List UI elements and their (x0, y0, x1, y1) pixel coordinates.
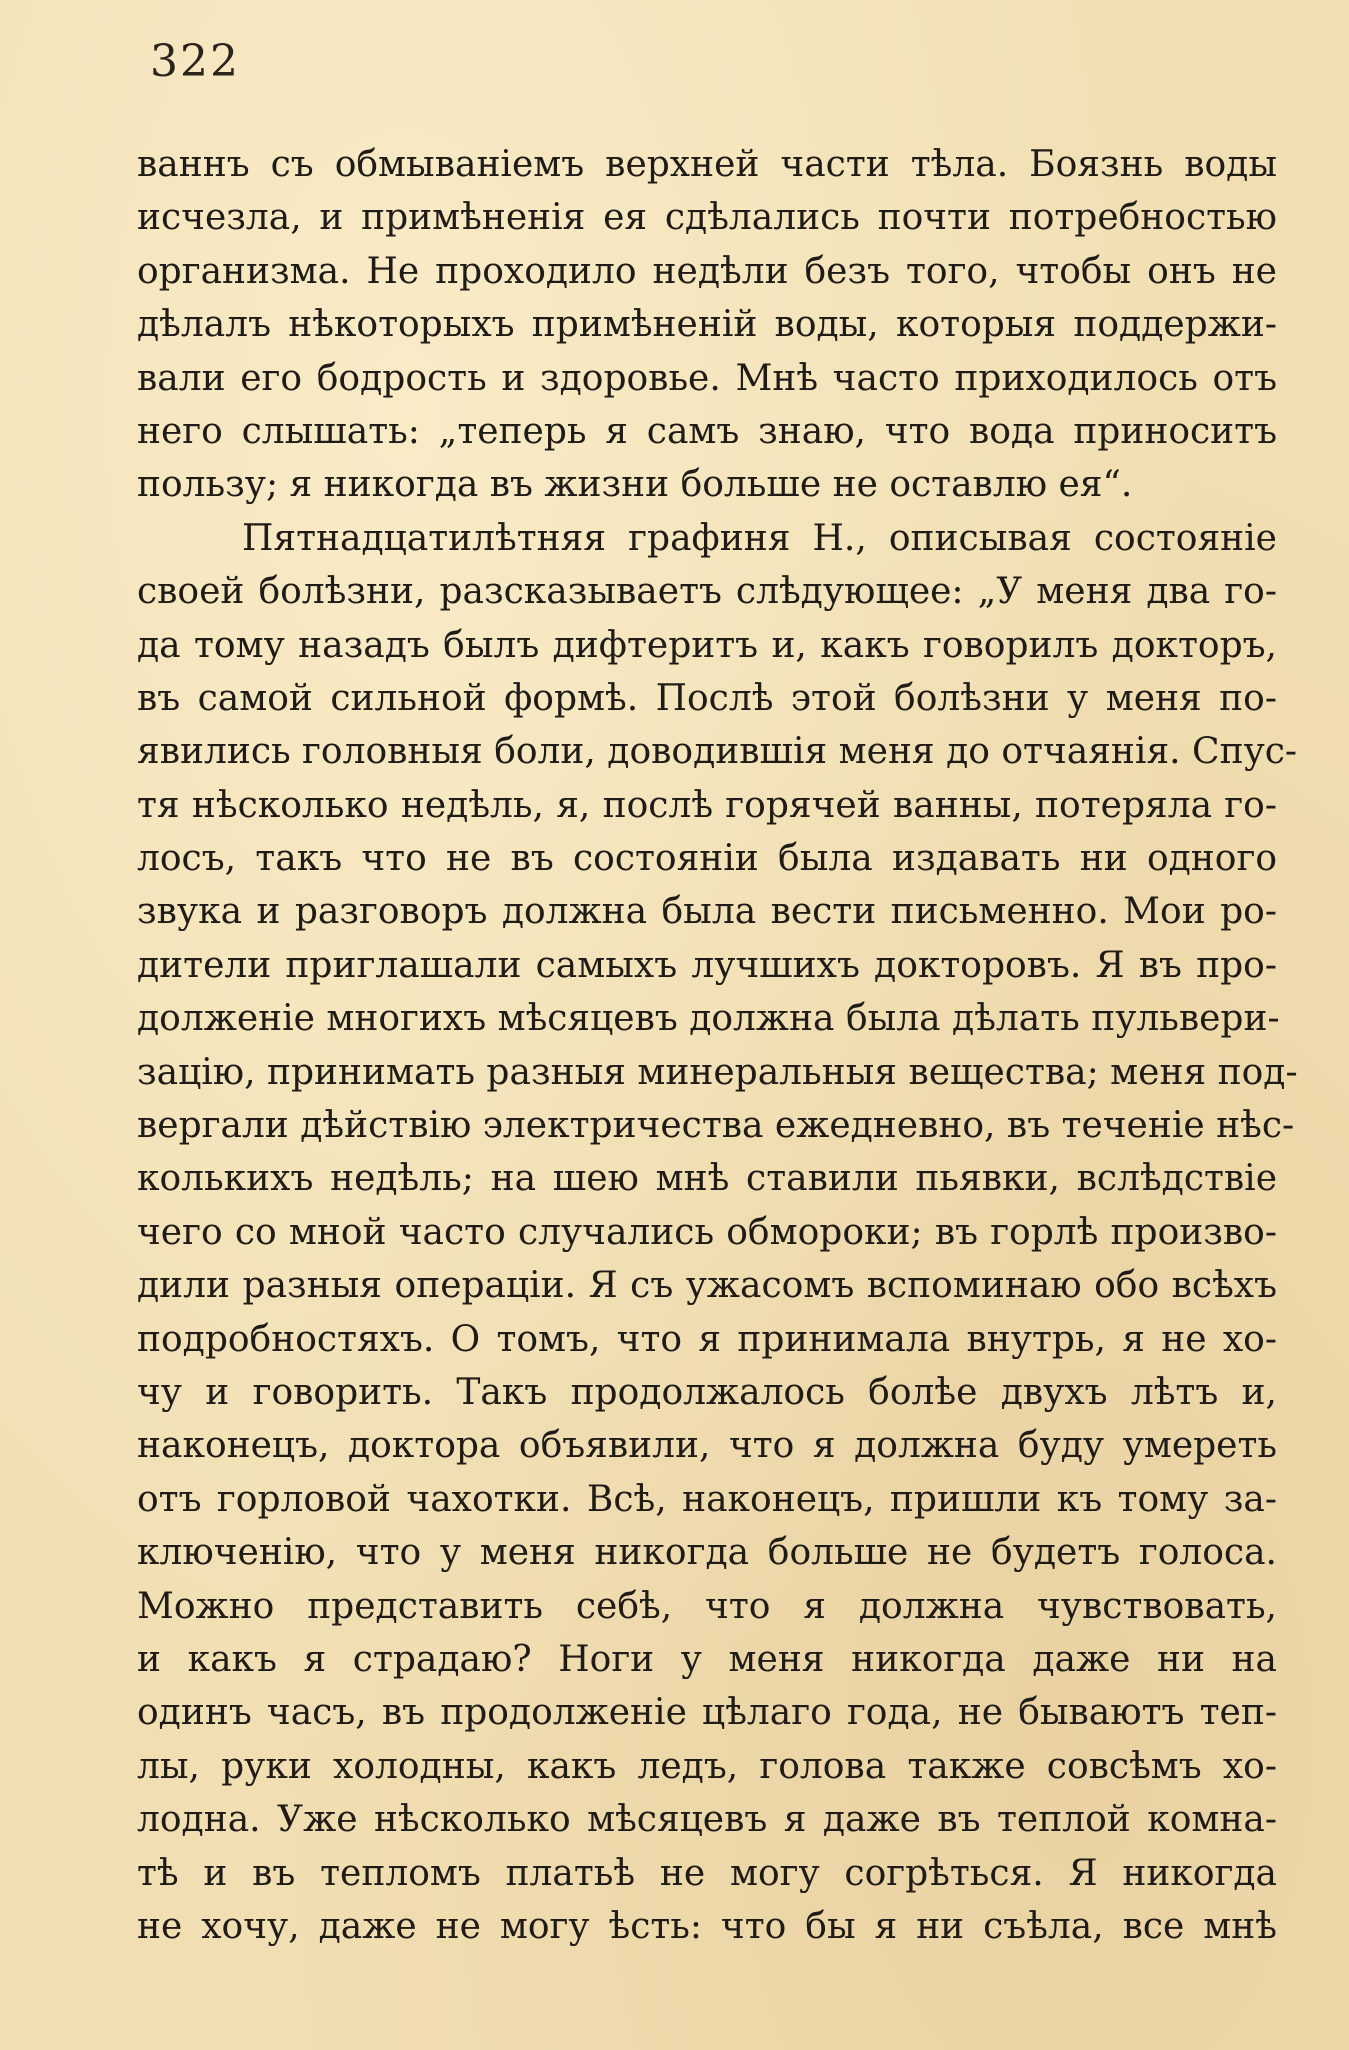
body-text (137, 138, 1298, 1953)
text-line: чу и говорить. Такъ продолжалось болѣе двухъ лѣтъ и, (137, 1371, 1277, 1413)
text-line: отъ горловой чахотки. Всѣ, наконецъ, пришли къ тому за- (137, 1478, 1277, 1520)
text-line: колькихъ недѣль; на шею мнѣ ставили пьявки, вслѣдствіе (137, 1158, 1277, 1200)
text-line: исчезла, и примѣненія ея сдѣлались почти потребностью (137, 197, 1277, 239)
text-line: явились головныя боли, доводившія меня до отчаянія. Спус- (137, 731, 1298, 773)
text-line: лодна. Уже нѣсколько мѣсяцевъ я даже въ теплой комна- (137, 1799, 1277, 1841)
text-line: вергали дѣйствію электричества ежедневно, въ теченіе нѣс- (137, 1105, 1295, 1147)
text-line: организма. Не проходило недѣли безъ того, чтобы онъ не (137, 250, 1277, 292)
text-line: долженіе многихъ мѣсяцевъ должна была дѣлать пульвери- (137, 998, 1280, 1040)
text-line: ваннъ съ обмываніемъ верхней части тѣла. Боязнь воды (137, 144, 1277, 185)
text-line: зацію, принимать разныя минеральныя вещества; меня под- (137, 1051, 1298, 1093)
text-line: подробностяхъ. О томъ, что я принимала внутрь, я не хо- (137, 1318, 1277, 1360)
text-line: вали его бодрость и здоровье. Мнѣ часто приходилось отъ (137, 357, 1277, 399)
text-line: дѣлалъ нѣкоторыхъ примѣненій воды, которыя поддержи- (137, 304, 1277, 346)
text-line: не хочу, даже не могу ѣсть: что бы я ни съѣла, все мнѣ (137, 1905, 1277, 1947)
paragraph-first-line: Пятнадцатилѣтняя графиня Н., описывая состояніе (242, 517, 1277, 559)
text-line: лы, руки холодны, какъ ледъ, голова также совсѣмъ хо- (137, 1745, 1277, 1787)
text-line: Можно представить себѣ, что я должна чувствовать, (137, 1585, 1277, 1627)
text-line: тѣ и въ тепломъ платьѣ не могу согрѣться. Я никогда (137, 1852, 1277, 1894)
text-line: дили разныя операціи. Я съ ужасомъ вспоминаю обо всѣхъ (137, 1265, 1277, 1307)
text-line: ключенію, что у меня никогда больше не будетъ голоса. (137, 1532, 1277, 1574)
page-number: 322 (150, 36, 240, 87)
text-line: одинъ часъ, въ продолженіе цѣлаго года, не бываютъ теп- (137, 1692, 1277, 1734)
text-line: и какъ я страдаю? Ноги у меня никогда даже ни на (137, 1638, 1277, 1680)
text-line: дители приглашали самыхъ лучшихъ докторовъ. Я въ про- (137, 944, 1277, 986)
text-line: наконецъ, доктора объявили, что я должна буду умереть (137, 1425, 1277, 1467)
text-line: въ самой сильной формѣ. Послѣ этой болѣзни у меня по- (137, 677, 1277, 719)
text-line: чего со мной часто случались обмороки; въ горлѣ произво- (137, 1211, 1277, 1253)
text-line: звука и разговоръ должна была вести письменно. Мои ро- (137, 891, 1277, 933)
text-line: пользу; я никогда въ жизни больше не оставлю ея“. (137, 464, 1133, 506)
text-line: своей болѣзни, разсказываетъ слѣдующее: „У меня два го- (137, 571, 1277, 613)
text-line: него слышать: „теперь я самъ знаю, что вода приноситъ (137, 410, 1277, 452)
text-line: лосъ, такъ что не въ состояніи была издавать ни одного (137, 838, 1277, 880)
text-line: тя нѣсколько недѣль, я, послѣ горячей ванны, потеряла го- (137, 784, 1277, 826)
text-line: да тому назадъ былъ дифтеритъ и, какъ говорилъ докторъ, (137, 624, 1277, 666)
